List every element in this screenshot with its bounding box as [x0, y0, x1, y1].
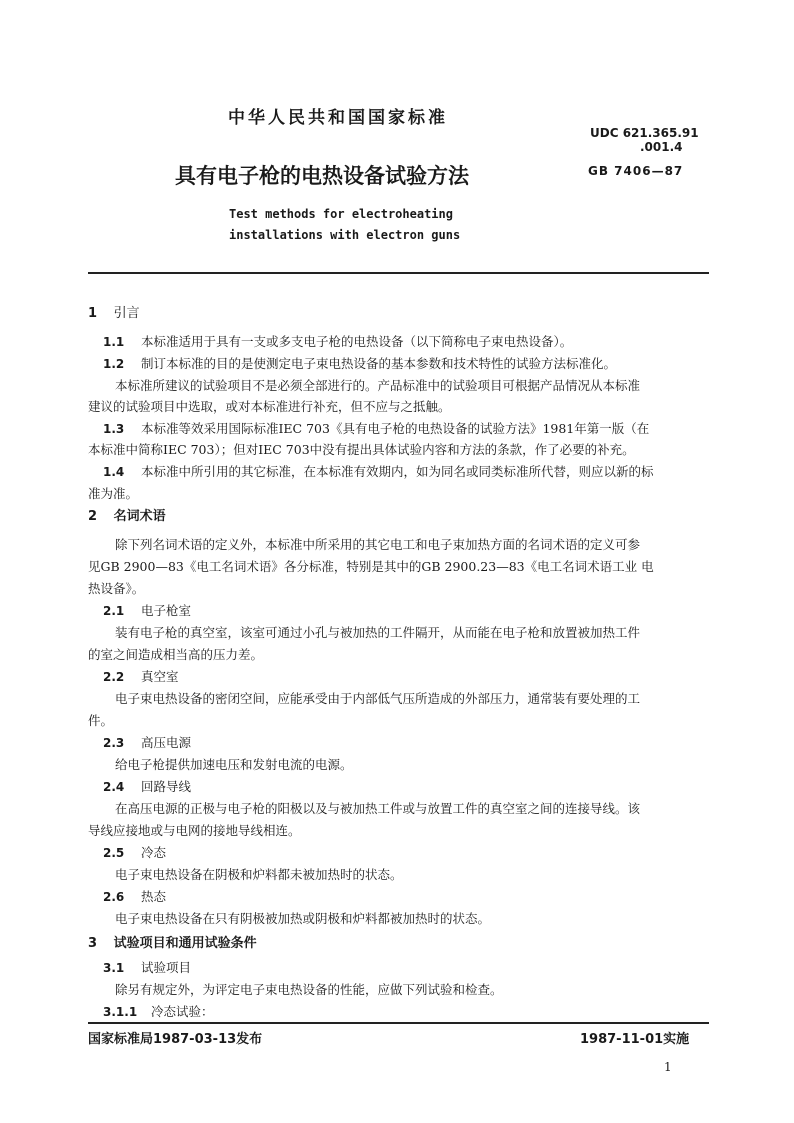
term-2-3: [103, 733, 191, 751]
clause-1-4: [103, 462, 654, 480]
paragraph-line: 件。: [88, 713, 114, 728]
clause-number: 2.2: [103, 670, 125, 684]
section-number: 2: [88, 509, 98, 524]
clause-number: 2.5: [103, 846, 125, 860]
paragraph-line: 装有电子枪的真空室，该室可通过小孔与被加热的工件隔开，从而能在电子枪和放置被加热工件: [115, 625, 641, 640]
clause-number: 3.1.1: [103, 1005, 138, 1019]
udc-code-suffix: .001.4: [640, 140, 683, 154]
paragraph-line: 见GB 2900—83《电工名词术语》各分标准，特别是其中的GB 2900.23—83《电工名词术语工业 电: [88, 559, 654, 574]
footer-divider: [88, 1022, 709, 1024]
paragraph-line: 本标准所建议的试验项目不是必须全部进行的。产品标准中的试验项目可根据产品情况从本标准: [115, 378, 641, 393]
page-number: 1: [664, 1060, 672, 1074]
term-title: 冷态: [140, 845, 166, 860]
clause-number: 3.1: [103, 961, 125, 975]
paragraph-line: 电子束电热设备在只有阴极被加热或阴极和炉料都被加热时的状态。: [115, 911, 491, 926]
term-title: 电子枪室: [140, 603, 191, 618]
clause-text: 本标准等效采用国际标准IEC 703《具有电子枪的电热设备的试验方法》1981年第一版（在: [140, 421, 650, 436]
section-heading-2: [88, 505, 166, 524]
paragraph-line: 给电子枪提供加速电压和发射电流的电源。: [115, 757, 353, 772]
english-title-line: installations with electron guns: [229, 228, 461, 242]
clause-text: 制订本标准的目的是使测定电子束电热设备的基本参数和技术特性的试验方法标准化。: [140, 356, 616, 371]
clause-title: 冷态试验：: [150, 1004, 214, 1019]
section-title: 引言: [113, 306, 140, 321]
paragraph-line: 电子束电热设备在阴极和炉料都未被加热时的状态。: [115, 867, 403, 882]
clause-3-1: [103, 958, 191, 976]
paragraph-line: 建议的试验项目中选取，或对本标准进行补充，但不应与之抵触。: [88, 399, 451, 414]
term-title: 高压电源: [140, 735, 191, 750]
section-number: 3: [88, 936, 98, 951]
section-number: 1: [88, 306, 98, 321]
clause-number: 1.4: [103, 465, 125, 479]
clause-1-1: [103, 332, 572, 350]
paragraph-line: 除另有规定外，为评定电子束电热设备的性能，应做下列试验和检查。: [115, 982, 503, 997]
clause-title: 试验项目: [140, 960, 191, 975]
paragraph-line: 本标准中简称IEC 703）；但对IEC 703中没有提出具体试验内容和方法的条款，作了必要的补充。: [88, 442, 635, 457]
document-title: 具有电子枪的电热设备试验方法: [175, 164, 469, 188]
udc-code: UDC 621.365.91: [590, 126, 699, 140]
gb-code: GB 7406—87: [588, 164, 684, 178]
clause-1-2: [103, 354, 616, 372]
clause-number: 2.3: [103, 736, 125, 750]
clause-text: 本标准中所引用的其它标准，在本标准有效期内，如为同名或同类标准所代替，则应以新的标: [140, 464, 654, 479]
issue-date: 国家标准局1987-03-13发布: [88, 1032, 263, 1047]
section-heading-1: [88, 302, 140, 321]
header-divider: [88, 272, 709, 274]
term-title: 真空室: [140, 669, 179, 684]
english-title: [229, 204, 460, 246]
standard-header: 中华人民共和国国家标准: [228, 108, 448, 128]
term-2-4: [103, 777, 191, 795]
paragraph-line: 的室之间造成相当高的压力差。: [88, 647, 264, 662]
clause-3-1-1: [103, 1002, 214, 1020]
paragraph-line: 电子束电热设备的密闭空间，应能承受由于内部低气压所造成的外部压力，通常装有要处理的工: [115, 691, 641, 706]
section-title: 试验项目和通用试验条件: [113, 936, 257, 951]
paragraph-line: 在高压电源的正极与电子枪的阳极以及与被加热工件或与放置工件的真空室之间的连接导线。该: [115, 801, 641, 816]
term-2-2: [103, 667, 179, 685]
paragraph-line: 除下列名词术语的定义外，本标准中所采用的其它电工和电子束加热方面的名词术语的定义可参: [115, 537, 641, 552]
paragraph-line: 导线应接地或与电网的接地导线相连。: [88, 823, 301, 838]
clause-number: 1.2: [103, 357, 125, 371]
english-title-line: Test methods for electroheating: [229, 207, 453, 221]
clause-number: 2.4: [103, 780, 125, 794]
term-title: 回路导线: [140, 779, 191, 794]
clause-1-3: [103, 419, 649, 437]
clause-text: 本标准适用于具有一支或多支电子枪的电热设备（以下简称电子束电热设备）。: [140, 334, 573, 349]
clause-number: 1.3: [103, 422, 125, 436]
term-2-1: [103, 601, 191, 619]
clause-number: 2.6: [103, 890, 125, 904]
term-title: 热态: [140, 889, 166, 904]
clause-number: 2.1: [103, 604, 125, 618]
effective-date: 1987-11-01实施: [580, 1032, 690, 1047]
section-heading-3: [88, 932, 257, 951]
term-2-6: [103, 887, 166, 905]
paragraph-line: 准为准。: [88, 486, 139, 501]
paragraph-line: 热设备》。: [88, 581, 145, 596]
term-2-5: [103, 843, 166, 861]
section-title: 名词术语: [113, 509, 166, 524]
clause-number: 1.1: [103, 335, 125, 349]
